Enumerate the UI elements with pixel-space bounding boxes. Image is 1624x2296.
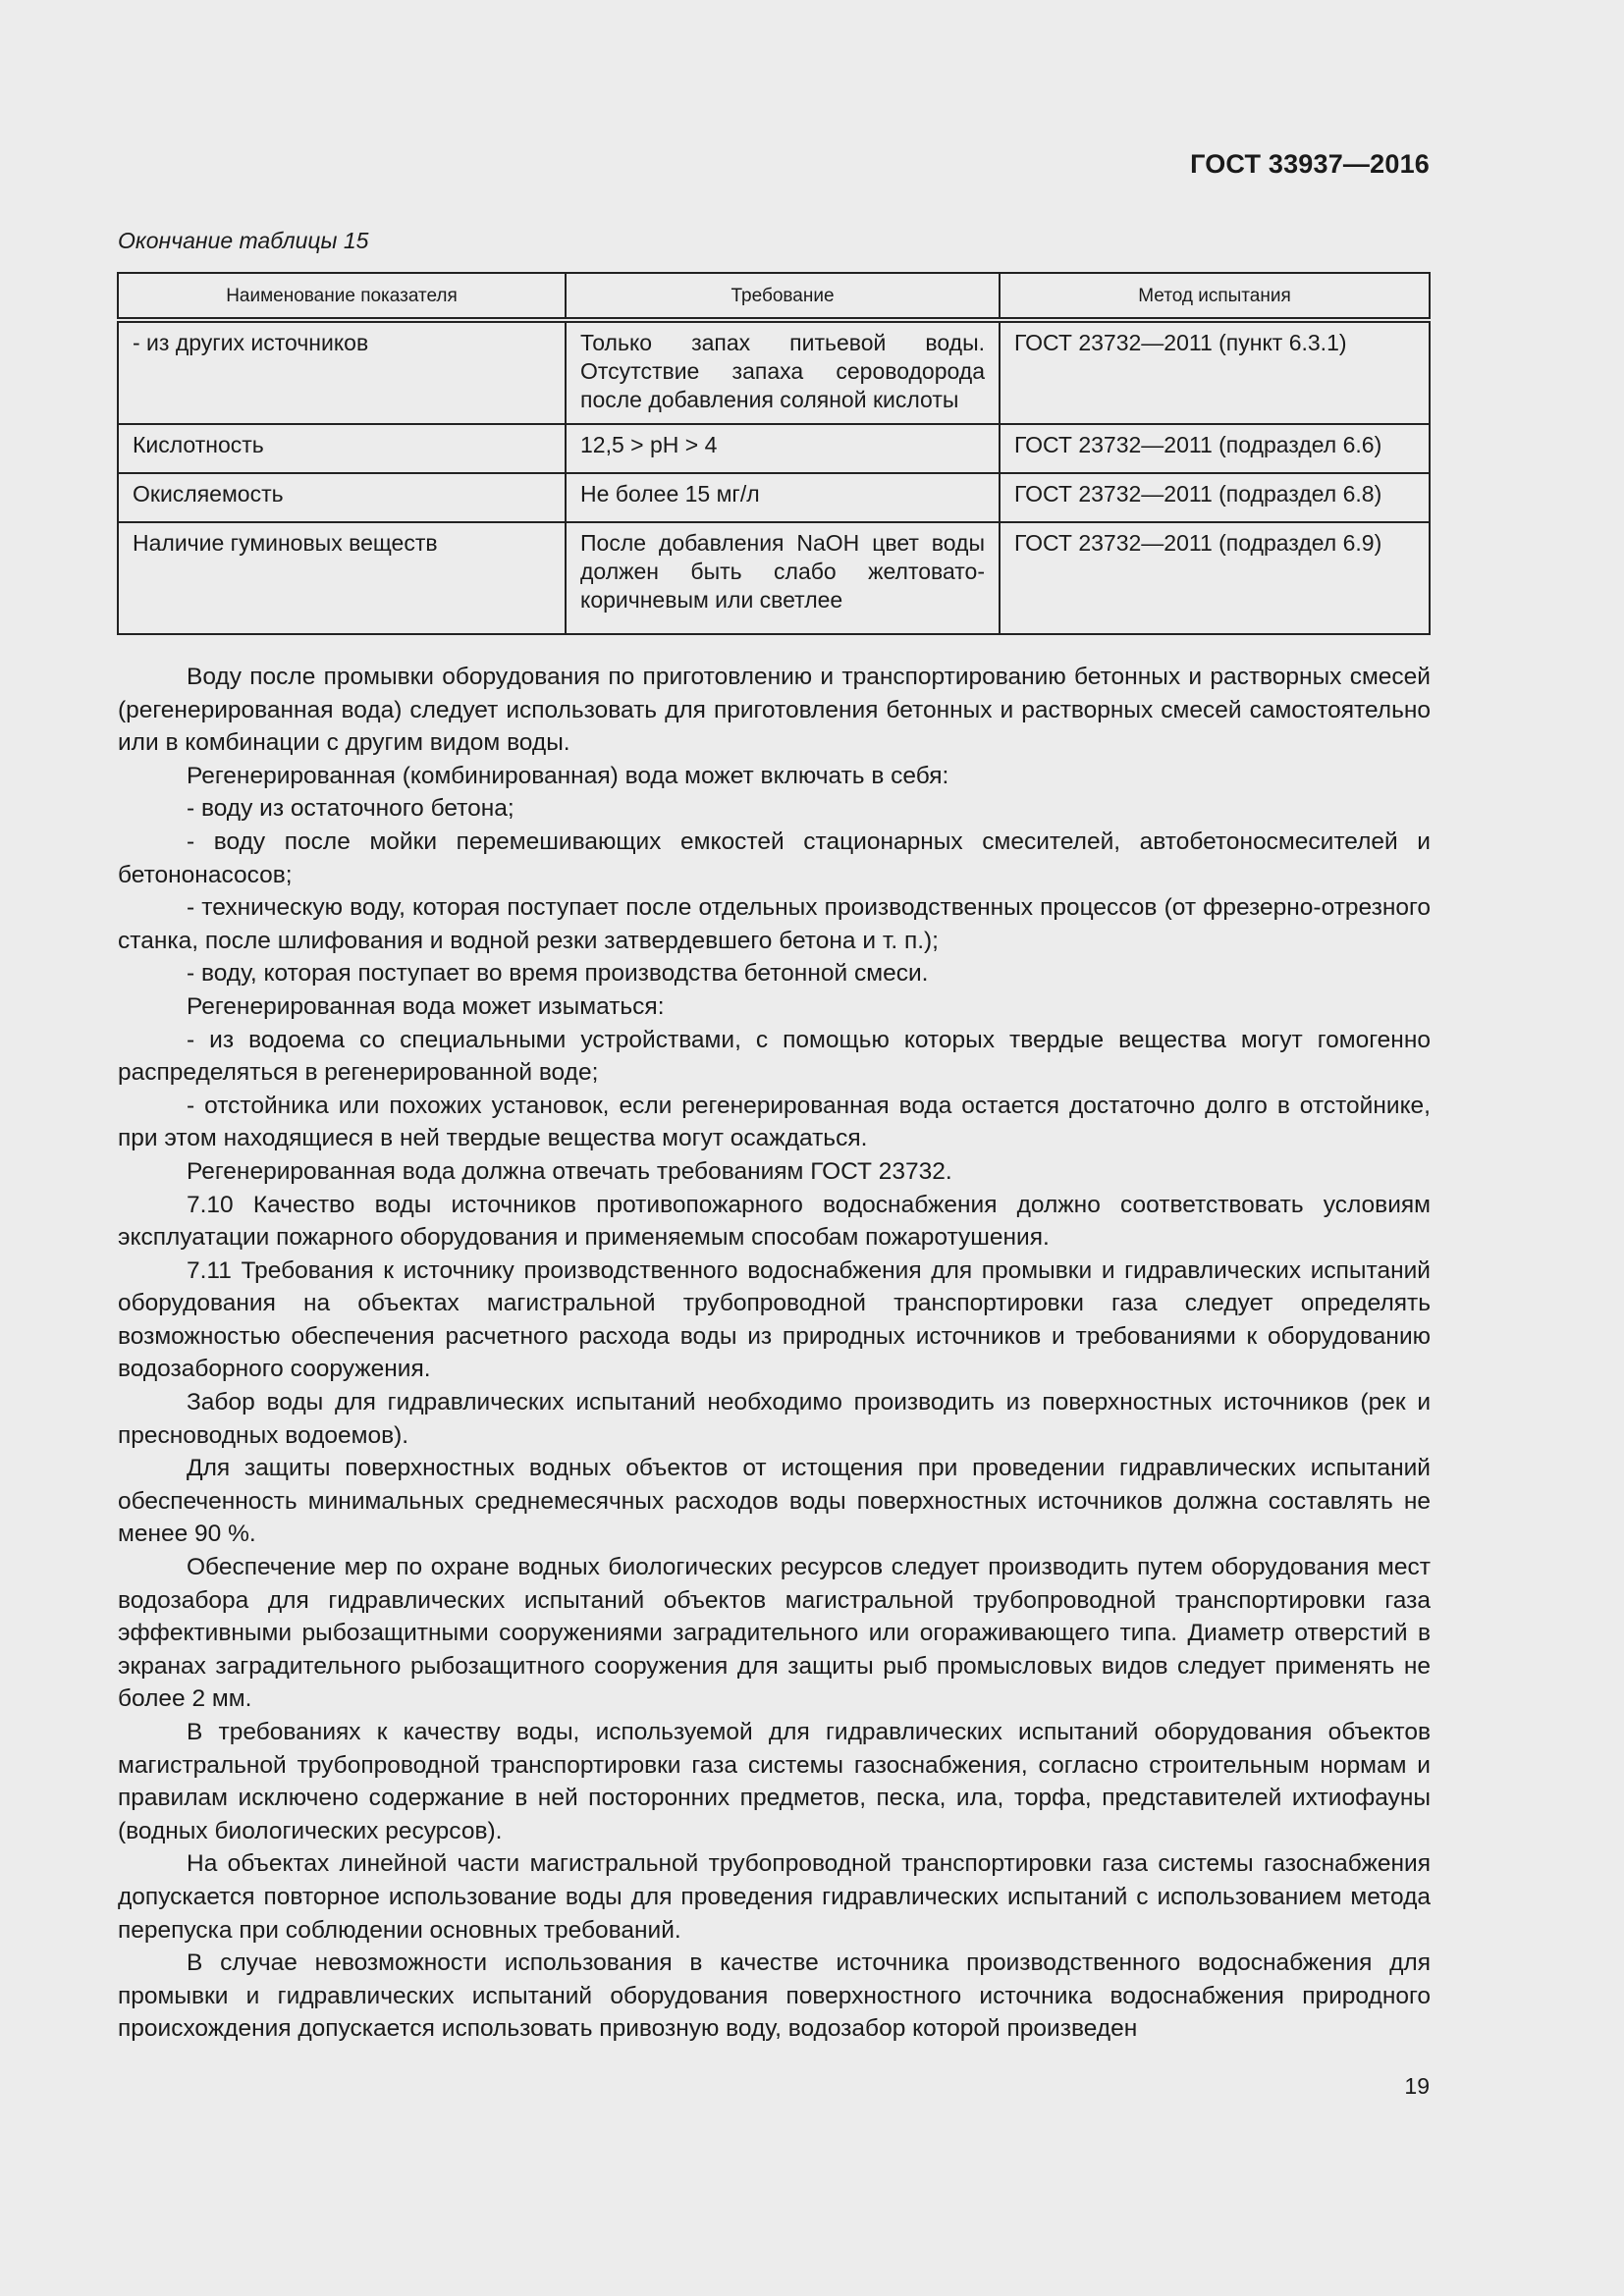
requirements-table [117, 272, 1431, 635]
list-item: - воду после мойки перемешивающих емкостей стационарных смесителей, автобетоносмесителей и бетононасосов; [118, 828, 1431, 888]
test-method-cell: ГОСТ 23732—2011 (подраздел 6.6) [1000, 424, 1430, 473]
paragraph: В требованиях к качеству воды, используемой для гидравлических испытаний оборудования объектов магистральной трубопроводной транспортировки газа системы газоснабжения, согласно строительным нормам и правилам исключено содержание в ней посторонних предметов, песка, ила, торфа, представителей ихтиофауны (водных биологических ресурсов). [118, 1719, 1431, 1844]
paragraph: На объектах линейной части магистральной трубопроводной транспортировки газа системы газоснабжения допускается повторное использование воды для проведения гидравлических испытаний с использованием метода перепуска при соблюдении основных требований. [118, 1850, 1431, 1944]
table-row [118, 320, 1430, 424]
body-text [118, 661, 1431, 2046]
table-row [118, 473, 1430, 522]
paragraph: Для защиты поверхностных водных объектов от истощения при проведении гидравлических испытаний обеспеченность минимальных среднемесячных расходов воды поверхностных источников должна составлять не менее 90 %. [118, 1455, 1431, 1548]
paragraph: Регенерированная (комбинированная) вода может включать в себя: [187, 762, 949, 789]
list-item: - воду, которая поступает во время производства бетонной смеси. [187, 960, 929, 988]
test-method-cell: ГОСТ 23732—2011 (подраздел 6.8) [1000, 473, 1430, 522]
clause-7-11: 7.11 Требования к источнику производственного водоснабжения для промывки и гидравлических испытаний оборудования на объектах магистральной трубопроводной транспортировки газа следует определять возможностью обеспечения расчетного расхода воды из природных источников и требованиями к оборудованию водозаборного сооружения. [118, 1256, 1431, 1383]
requirement-cell: Не более 15 мг/л [566, 473, 1000, 522]
requirement-cell: Только запах питьевой воды. Отсутствие запаха сероводорода после добавления соляной кислоты [566, 320, 1000, 424]
clause-7-10: 7.10 Качество воды источников противопожарного водоснабжения должно соответствовать условиям эксплуатации пожарного оборудования и применяемым способам пожаротушения. [118, 1191, 1431, 1252]
paragraph: Регенерированная вода должна отвечать требованиям ГОСТ 23732. [187, 1157, 952, 1185]
table-row [118, 424, 1430, 473]
page-number: 19 [1404, 2073, 1430, 2099]
requirement-cell: После добавления NaOH цвет воды должен быть слабо желтовато-коричневым или светлее [566, 522, 1000, 634]
table-header-row [118, 273, 1430, 320]
paragraph: Забор воды для гидравлических испытаний необходимо производить из поверхностных источников (рек и пресноводных водоемов). [118, 1389, 1431, 1449]
paragraph: Обеспечение мер по охране водных биологических ресурсов следует производить путем оборудования мест водозабора для гидравлических испытаний объектов магистральной трубопроводной транспортировки газа эффективными рыбозащитными сооружениями заградительного или огораживающего типа. Диаметр отверстий в экранах заградительного рыбозащитного сооружения для защиты рыб промысловых видов следует применять не более 2 мм. [118, 1554, 1431, 1713]
test-method-cell: ГОСТ 23732—2011 (подраздел 6.9) [1000, 522, 1430, 634]
list-item: - воду из остаточного бетона; [187, 795, 514, 823]
table-caption: Окончание таблицы 15 [118, 228, 369, 253]
indicator-name-cell: - из других источников [118, 320, 566, 424]
column-header: Требование [566, 273, 1000, 320]
list-item: - из водоема со специальными устройствами, с помощью которых твердые вещества могут гомогенно распределяться в регенерированной воде; [118, 1026, 1431, 1087]
indicator-name-cell: Окисляемость [118, 473, 566, 522]
table-row [118, 522, 1430, 634]
paragraph: Регенерированная вода может изыматься: [187, 992, 665, 1020]
indicator-name-cell: Наличие гуминовых веществ [118, 522, 566, 634]
list-item: - отстойника или похожих установок, если регенерированная вода остается достаточно долго в отстойнике, при этом находящиеся в ней твердые вещества могут осаждаться. [118, 1092, 1431, 1152]
column-header: Метод испытания [1000, 273, 1430, 320]
column-header: Наименование показателя [118, 273, 566, 320]
list-item: - техническую воду, которая поступает после отдельных производственных процессов (от фрезерно-отрезного станка, после шлифования и водной резки затвердевшего бетона и т. п.); [118, 894, 1431, 954]
paragraph: Воду после промывки оборудования по приготовлению и транспортированию бетонных и растворных смесей (регенерированная вода) следует использовать для приготовления бетонных и растворных смесей самостоятельно или в комбинации с другим видом воды. [118, 664, 1431, 757]
indicator-name-cell: Кислотность [118, 424, 566, 473]
requirement-cell: 12,5 > pH > 4 [566, 424, 1000, 473]
paragraph: В случае невозможности использования в качестве источника производственного водоснабжения для промывки и гидравлических испытаний оборудования поверхностного источника водоснабжения природного происхождения допускается использовать привозную воду, водозабор которой произведен [118, 1949, 1431, 2043]
document-code: ГОСТ 33937—2016 [1190, 149, 1430, 179]
test-method-cell: ГОСТ 23732—2011 (пункт 6.3.1) [1000, 320, 1430, 424]
